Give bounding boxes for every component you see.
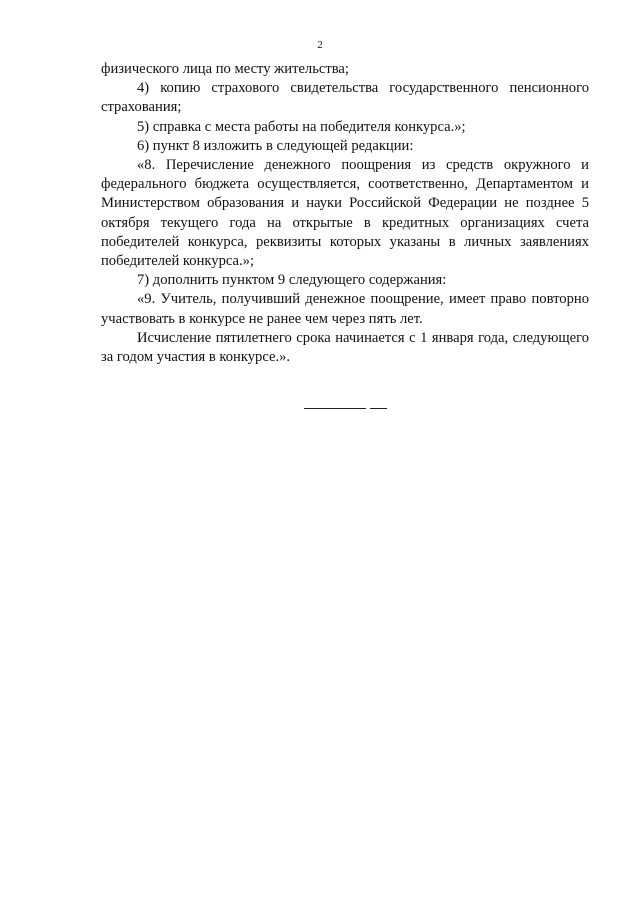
paragraph-item-6: 6) пункт 8 изложить в следующей редакции: [137, 137, 414, 154]
end-rule-segment [304, 408, 366, 409]
document-body [101, 60, 589, 367]
paragraph-item-7: 7) дополнить пунктом 9 следующего содержания: [137, 272, 447, 289]
paragraph-clause-9: «9. Учитель, получивший денежное поощрение, имеет право повторно участвовать в конкурсе не ранее чем через пять лет. [101, 291, 589, 327]
page-number: 2 [317, 39, 323, 51]
paragraph-continuation: физического лица по месту жительства; [101, 61, 349, 77]
paragraph-item-5: 5) справка с места работы на победителя конкурса.»; [137, 118, 466, 135]
end-rule-segment [370, 408, 387, 409]
paragraph-item-4: 4) копию страхового свидетельства государственного пенсионного страхования; [101, 80, 589, 116]
paragraph-clause-8: «8. Перечисление денежного поощрения из средств окружного и федерального бюджета осуществляется, соответственно, Департаментом и Министерством образования и науки Российской Федерации не позднее 5 октября текущего года на открытые в кредитных организациях счета победителей конкурса, реквизиты которых указаны в личных заявлениях победителей конкурса.»; [101, 157, 589, 270]
paragraph-period-calculation: Исчисление пятилетнего срока начинается с 1 января года, следующего за годом участия в конкурсе.». [101, 329, 589, 366]
